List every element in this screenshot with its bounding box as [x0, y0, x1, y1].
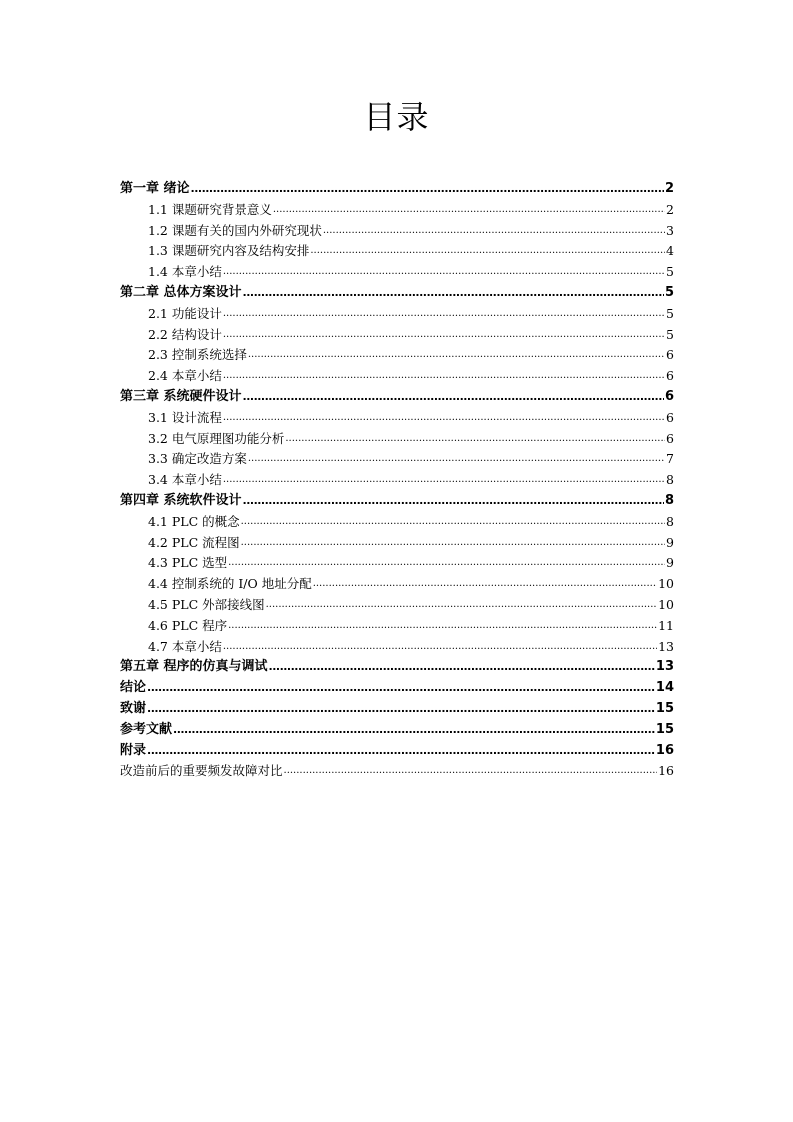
- toc-page-number: 13: [658, 638, 674, 654]
- toc-dot-leader: [223, 408, 665, 429]
- toc-entry-title: 第三章 系统硬件设计: [120, 388, 242, 404]
- toc-page-number: 6: [666, 368, 674, 384]
- toc-dot-leader: [228, 553, 665, 574]
- toc-page-number: 5: [666, 305, 674, 321]
- toc-page-number: 2: [664, 181, 674, 196]
- toc-page-number: 16: [655, 742, 674, 758]
- toc-entry-title: 4.7 本章小结: [148, 638, 222, 654]
- toc-entry-title: 第二章 总体方案设计: [120, 284, 242, 300]
- toc-entry-title: 1.2 课题有关的国内外研究现状: [148, 222, 322, 238]
- toc-entry-title: 第四章 系统软件设计: [120, 492, 242, 508]
- toc-entry-title: 参考文献: [120, 721, 173, 737]
- toc-page-number: 7: [666, 451, 674, 467]
- toc-dot-leader: [223, 262, 665, 283]
- toc-entry-title: 结论: [120, 680, 147, 696]
- toc-entry-title: 3.2 电气原理图功能分析: [148, 430, 285, 446]
- toc-entry-title: 2.1 功能设计: [148, 305, 222, 321]
- toc-dot-leader: [223, 366, 665, 387]
- toc-page-number: 6: [666, 409, 674, 425]
- toc-section-entry[interactable]: [120, 470, 674, 491]
- toc-dot-leader: [313, 574, 657, 595]
- toc-chapter-entry[interactable]: [120, 387, 674, 408]
- toc-entry-title: 3.4 本章小结: [148, 472, 222, 488]
- toc-entry-title: 4.6 PLC 程序: [148, 617, 228, 633]
- toc-section-entry[interactable]: [120, 221, 674, 242]
- toc-entry-title: 第一章 绪论: [120, 181, 190, 196]
- toc-dot-leader: [266, 595, 657, 616]
- toc-page-number: 3: [666, 222, 674, 238]
- toc-entry-title: 4.5 PLC 外部接线图: [148, 596, 265, 612]
- toc-page-number: 16: [658, 763, 674, 779]
- toc-section-entry[interactable]: [120, 616, 674, 637]
- toc-page-number: 6: [666, 430, 674, 446]
- toc-entry-title: 1.4 本章小结: [148, 264, 222, 280]
- toc-entry[interactable]: [120, 761, 674, 782]
- toc-page-number: 5: [666, 326, 674, 342]
- toc-dot-leader: [223, 304, 665, 325]
- toc-entry-title: 2.2 结构设计: [148, 326, 222, 342]
- toc-entry-title: 4.3 PLC 选型: [148, 555, 228, 571]
- toc-chapter-entry[interactable]: [120, 657, 674, 678]
- toc-entry-title: 3.3 确定改造方案: [148, 451, 247, 467]
- toc-page-number: 6: [666, 347, 674, 363]
- toc-section-entry[interactable]: [120, 345, 674, 366]
- toc-dot-leader: [285, 429, 665, 450]
- toc-dot-leader: [323, 221, 665, 242]
- toc-entry-title: 4.1 PLC 的概念: [148, 513, 240, 529]
- toc-dot-leader: [147, 678, 655, 699]
- table-of-contents: [120, 179, 674, 782]
- toc-chapter-entry[interactable]: [120, 283, 674, 304]
- toc-entry-title: 附录: [120, 742, 147, 758]
- toc-page-number: 8: [666, 472, 674, 488]
- toc-section-entry[interactable]: [120, 595, 674, 616]
- toc-dot-leader: [147, 699, 655, 720]
- toc-dot-leader: [223, 325, 665, 346]
- toc-dot-leader: [241, 512, 665, 533]
- toc-chapter-entry[interactable]: [120, 678, 674, 699]
- toc-section-entry[interactable]: [120, 574, 674, 595]
- toc-chapter-entry[interactable]: [120, 491, 674, 512]
- toc-entry-title: 改造前后的重要频发故障对比: [120, 763, 283, 779]
- toc-entry-title: 1.1 课题研究背景意义: [148, 201, 272, 217]
- toc-section-entry[interactable]: [120, 408, 674, 429]
- toc-dot-leader: [241, 533, 665, 554]
- toc-dot-leader: [173, 720, 655, 741]
- toc-page-number: 8: [666, 513, 674, 529]
- toc-section-entry[interactable]: [120, 637, 674, 658]
- toc-chapter-entry[interactable]: [120, 741, 674, 762]
- toc-dot-leader: [243, 283, 664, 304]
- toc-page-number: 4: [666, 243, 674, 259]
- toc-chapter-entry[interactable]: [120, 699, 674, 720]
- toc-entry-title: 4.4 控制系统的 I/O 地址分配: [148, 576, 312, 592]
- toc-section-entry[interactable]: [120, 262, 674, 283]
- toc-section-entry[interactable]: [120, 429, 674, 450]
- toc-section-entry[interactable]: [120, 512, 674, 533]
- toc-page-number: 13: [655, 659, 674, 675]
- page-title: 目录: [363, 98, 430, 136]
- toc-section-entry[interactable]: [120, 241, 674, 262]
- toc-page-number: 10: [658, 576, 674, 592]
- toc-entry-title: 2.3 控制系统选择: [148, 347, 247, 363]
- toc-chapter-entry[interactable]: [120, 720, 674, 741]
- toc-page-number: 14: [655, 680, 674, 696]
- toc-page-number: 15: [655, 700, 674, 716]
- toc-dot-leader: [228, 616, 657, 637]
- toc-dot-leader: [284, 761, 658, 782]
- toc-section-entry[interactable]: [120, 449, 674, 470]
- toc-dot-leader: [191, 179, 664, 200]
- toc-page-number: 9: [666, 534, 674, 550]
- toc-page-number: 9: [666, 555, 674, 571]
- toc-section-entry[interactable]: [120, 200, 674, 221]
- toc-page-number: 8: [664, 492, 674, 508]
- toc-page-number: 2: [666, 201, 674, 217]
- toc-page-number: 10: [658, 596, 674, 612]
- toc-section-entry[interactable]: [120, 533, 674, 554]
- toc-dot-leader: [243, 491, 664, 512]
- toc-dot-leader: [243, 387, 664, 408]
- toc-dot-leader: [269, 657, 655, 678]
- toc-dot-leader: [147, 741, 655, 762]
- toc-dot-leader: [248, 345, 665, 366]
- toc-dot-leader: [273, 200, 665, 221]
- toc-page-number: 5: [666, 264, 674, 280]
- toc-section-entry[interactable]: [120, 325, 674, 346]
- toc-chapter-entry[interactable]: [120, 179, 674, 200]
- toc-entry-title: 1.3 课题研究内容及结构安排: [148, 243, 310, 259]
- toc-entry-title: 第五章 程序的仿真与调试: [120, 659, 268, 675]
- toc-page-number: 6: [664, 388, 674, 404]
- toc-entry-title: 3.1 设计流程: [148, 409, 222, 425]
- toc-dot-leader: [223, 637, 657, 658]
- toc-entry-title: 4.2 PLC 流程图: [148, 534, 240, 550]
- toc-section-entry[interactable]: [120, 553, 674, 574]
- toc-dot-leader: [223, 470, 665, 491]
- toc-page-number: 11: [658, 617, 674, 633]
- toc-section-entry[interactable]: [120, 366, 674, 387]
- toc-dot-leader: [248, 449, 665, 470]
- toc-page-number: 5: [664, 284, 674, 300]
- toc-page-number: 15: [655, 721, 674, 737]
- toc-entry-title: 2.4 本章小结: [148, 368, 222, 384]
- toc-section-entry[interactable]: [120, 304, 674, 325]
- toc-entry-title: 致谢: [120, 700, 147, 716]
- toc-dot-leader: [310, 241, 665, 262]
